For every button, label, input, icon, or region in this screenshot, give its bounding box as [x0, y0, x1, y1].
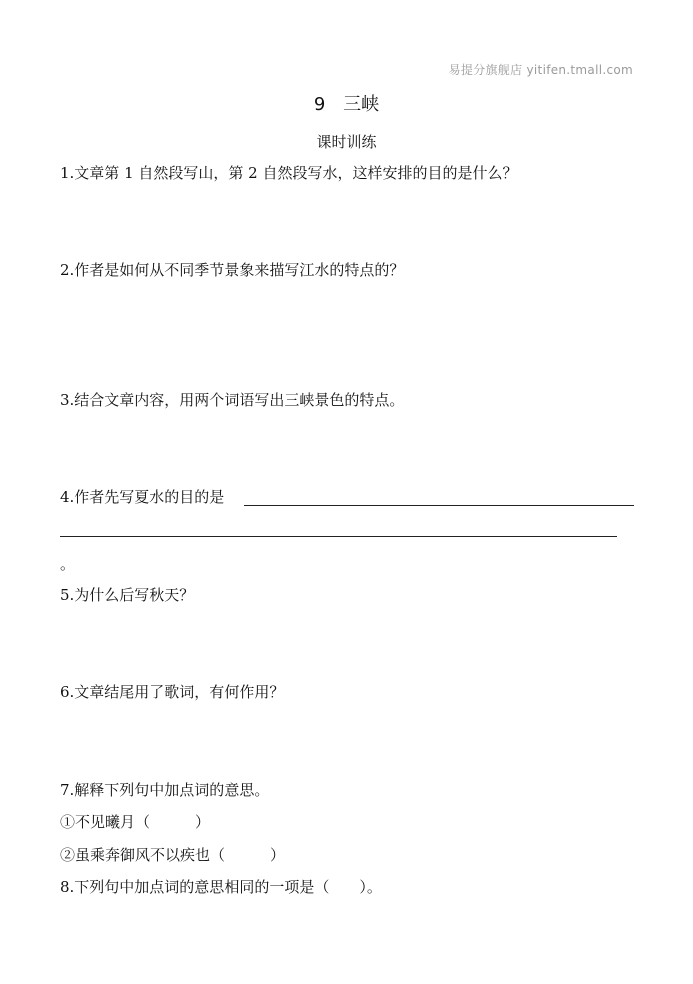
answer-line-2 — [60, 536, 617, 537]
page-subtitle: 课时训练 — [316, 133, 377, 151]
answer-line-1 — [244, 505, 634, 506]
watermark: 易提分旗舰店 yitifen.tmall.com — [448, 63, 633, 77]
question-7-item-a: ①不见曦月（ ） — [60, 813, 211, 831]
question-8: 8.下列句中加点词的意思相同的一项是（ ）。 — [60, 878, 382, 896]
page-title: 9 三峡 — [313, 94, 380, 115]
question-1: 1.文章第 1 自然段写山，第 2 自然段写水，这样安排的目的是什么？ — [60, 164, 518, 182]
question-3: 3.结合文章内容，用两个词语写出三峡景色的特点。 — [60, 391, 405, 409]
question-6: 6.文章结尾用了歌词，有何作用？ — [60, 683, 285, 701]
question-5: 5.为什么后写秋天？ — [60, 586, 195, 604]
question-7: 7.解释下列句中加点词的意思。 — [60, 781, 270, 799]
question-2: 2.作者是如何从不同季节景象来描写江水的特点的？ — [60, 261, 405, 279]
question-4-end: 。 — [60, 555, 76, 573]
question-4: 4.作者先写夏水的目的是 — [60, 488, 225, 506]
question-7-item-b: ②虽乘奔御风不以疾也（ ） — [60, 846, 286, 864]
